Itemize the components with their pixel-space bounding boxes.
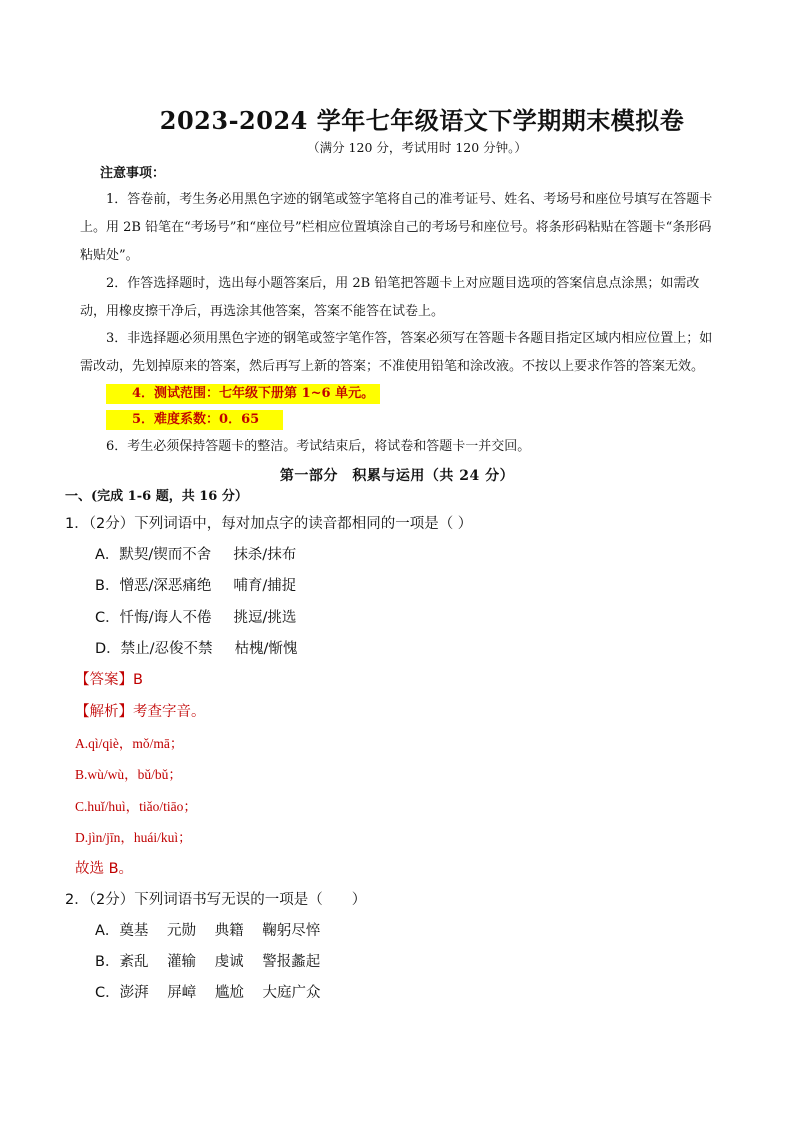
- q1-stem: 1．（2分）下列词语中，每对加点字的读音都相同的一项是（ ）: [65, 516, 473, 532]
- q2-stem: 2．（2分）下列词语书写无误的一项是（ ）: [65, 892, 367, 908]
- notice-item-1: 1．答卷前，考生务必用黑色字迹的钢笔或签字笔将自己的准考证号、姓名、考场号和座位号填写在答题卡上。用 2B 铅笔在“考场号”和“座位号”栏相应位置填涂自己的考场号和座位号。将条形码粘贴在答题卡“条形码粘贴处”。: [80, 192, 713, 263]
- notice-heading: 注意事项：: [100, 166, 166, 181]
- q1-option-d: D．禁止/忍俊不禁 枯槐/惭愧: [95, 641, 298, 657]
- q1-analysis: 【解析】考查字音。: [75, 704, 206, 720]
- notice-item-3: 3．非选择题必须用黑色字迹的钢笔或签字笔作答，答案必须写在答题卡各题目指定区域内相应位置上；如需改动，先划掉原来的答案，然后再写上新的答案；不准使用铅笔和涂改液。不按以上要求作答的答案无效。: [80, 331, 713, 374]
- notice-item-2: 2．作答选择题时，选出每小题答案后，用 2B 铅笔把答题卡上对应题目选项的答案信息点涂黑；如需改动，用橡皮擦干净后，再选涂其他答案，答案不能答在试卷上。: [80, 276, 700, 319]
- q1-pinyin-a: A.qì/qiè，mǒ/mā；: [75, 736, 184, 751]
- notice-item-4: [80, 380, 720, 408]
- q2-option-b: B．紊乱 灌输 虔诚 警报蠡起: [95, 954, 321, 970]
- q1-option-b: B．憎恶/深恶痛绝 哺育/捕捉: [95, 578, 297, 594]
- notice-item-5: [80, 406, 720, 434]
- q1-answer: 【答案】B: [75, 672, 143, 688]
- q2-option-a: A．奠基 元勋 典籍 鞠躬尽悴: [95, 923, 321, 939]
- highlight-test-scope: 4．测试范围：七年级下册第 1~6 单元。: [106, 384, 380, 404]
- q1-pinyin-b: B.wù/wù，bǔ/bǔ；: [75, 767, 182, 782]
- q1-option-a: A．默契/锲而不舍 抹杀/抹布: [95, 547, 297, 563]
- page-title: 2023-2024 学年七年级语文下学期期末模拟卷: [159, 106, 685, 135]
- q1-pinyin-c: C.huǐ/huì，tiǎo/tiāo；: [75, 799, 197, 814]
- q2-option-c: C．澎湃 屏嶂 尴尬 大庭广众: [95, 985, 321, 1001]
- notice-item-6: 6．考生必须保持答题卡的整洁。考试结束后，将试卷和答题卡一并交回。: [106, 439, 531, 454]
- q1-conclusion: 故选 B。: [75, 861, 134, 877]
- q1-option-c: C．忏悔/诲人不倦 挑逗/挑选: [95, 610, 297, 626]
- page-subtitle: （满分 120 分，考试用时 120 分钟。）: [307, 140, 527, 155]
- section-sub-heading: 一、(完成 1-6 题，共 16 分）: [65, 489, 248, 504]
- highlight-difficulty: 5．难度系数：0．65: [106, 410, 283, 430]
- section-title: 第一部分 积累与运用（共 24 分）: [279, 468, 515, 484]
- q1-pinyin-d: D.jìn/jīn，huái/kuì；: [75, 830, 192, 845]
